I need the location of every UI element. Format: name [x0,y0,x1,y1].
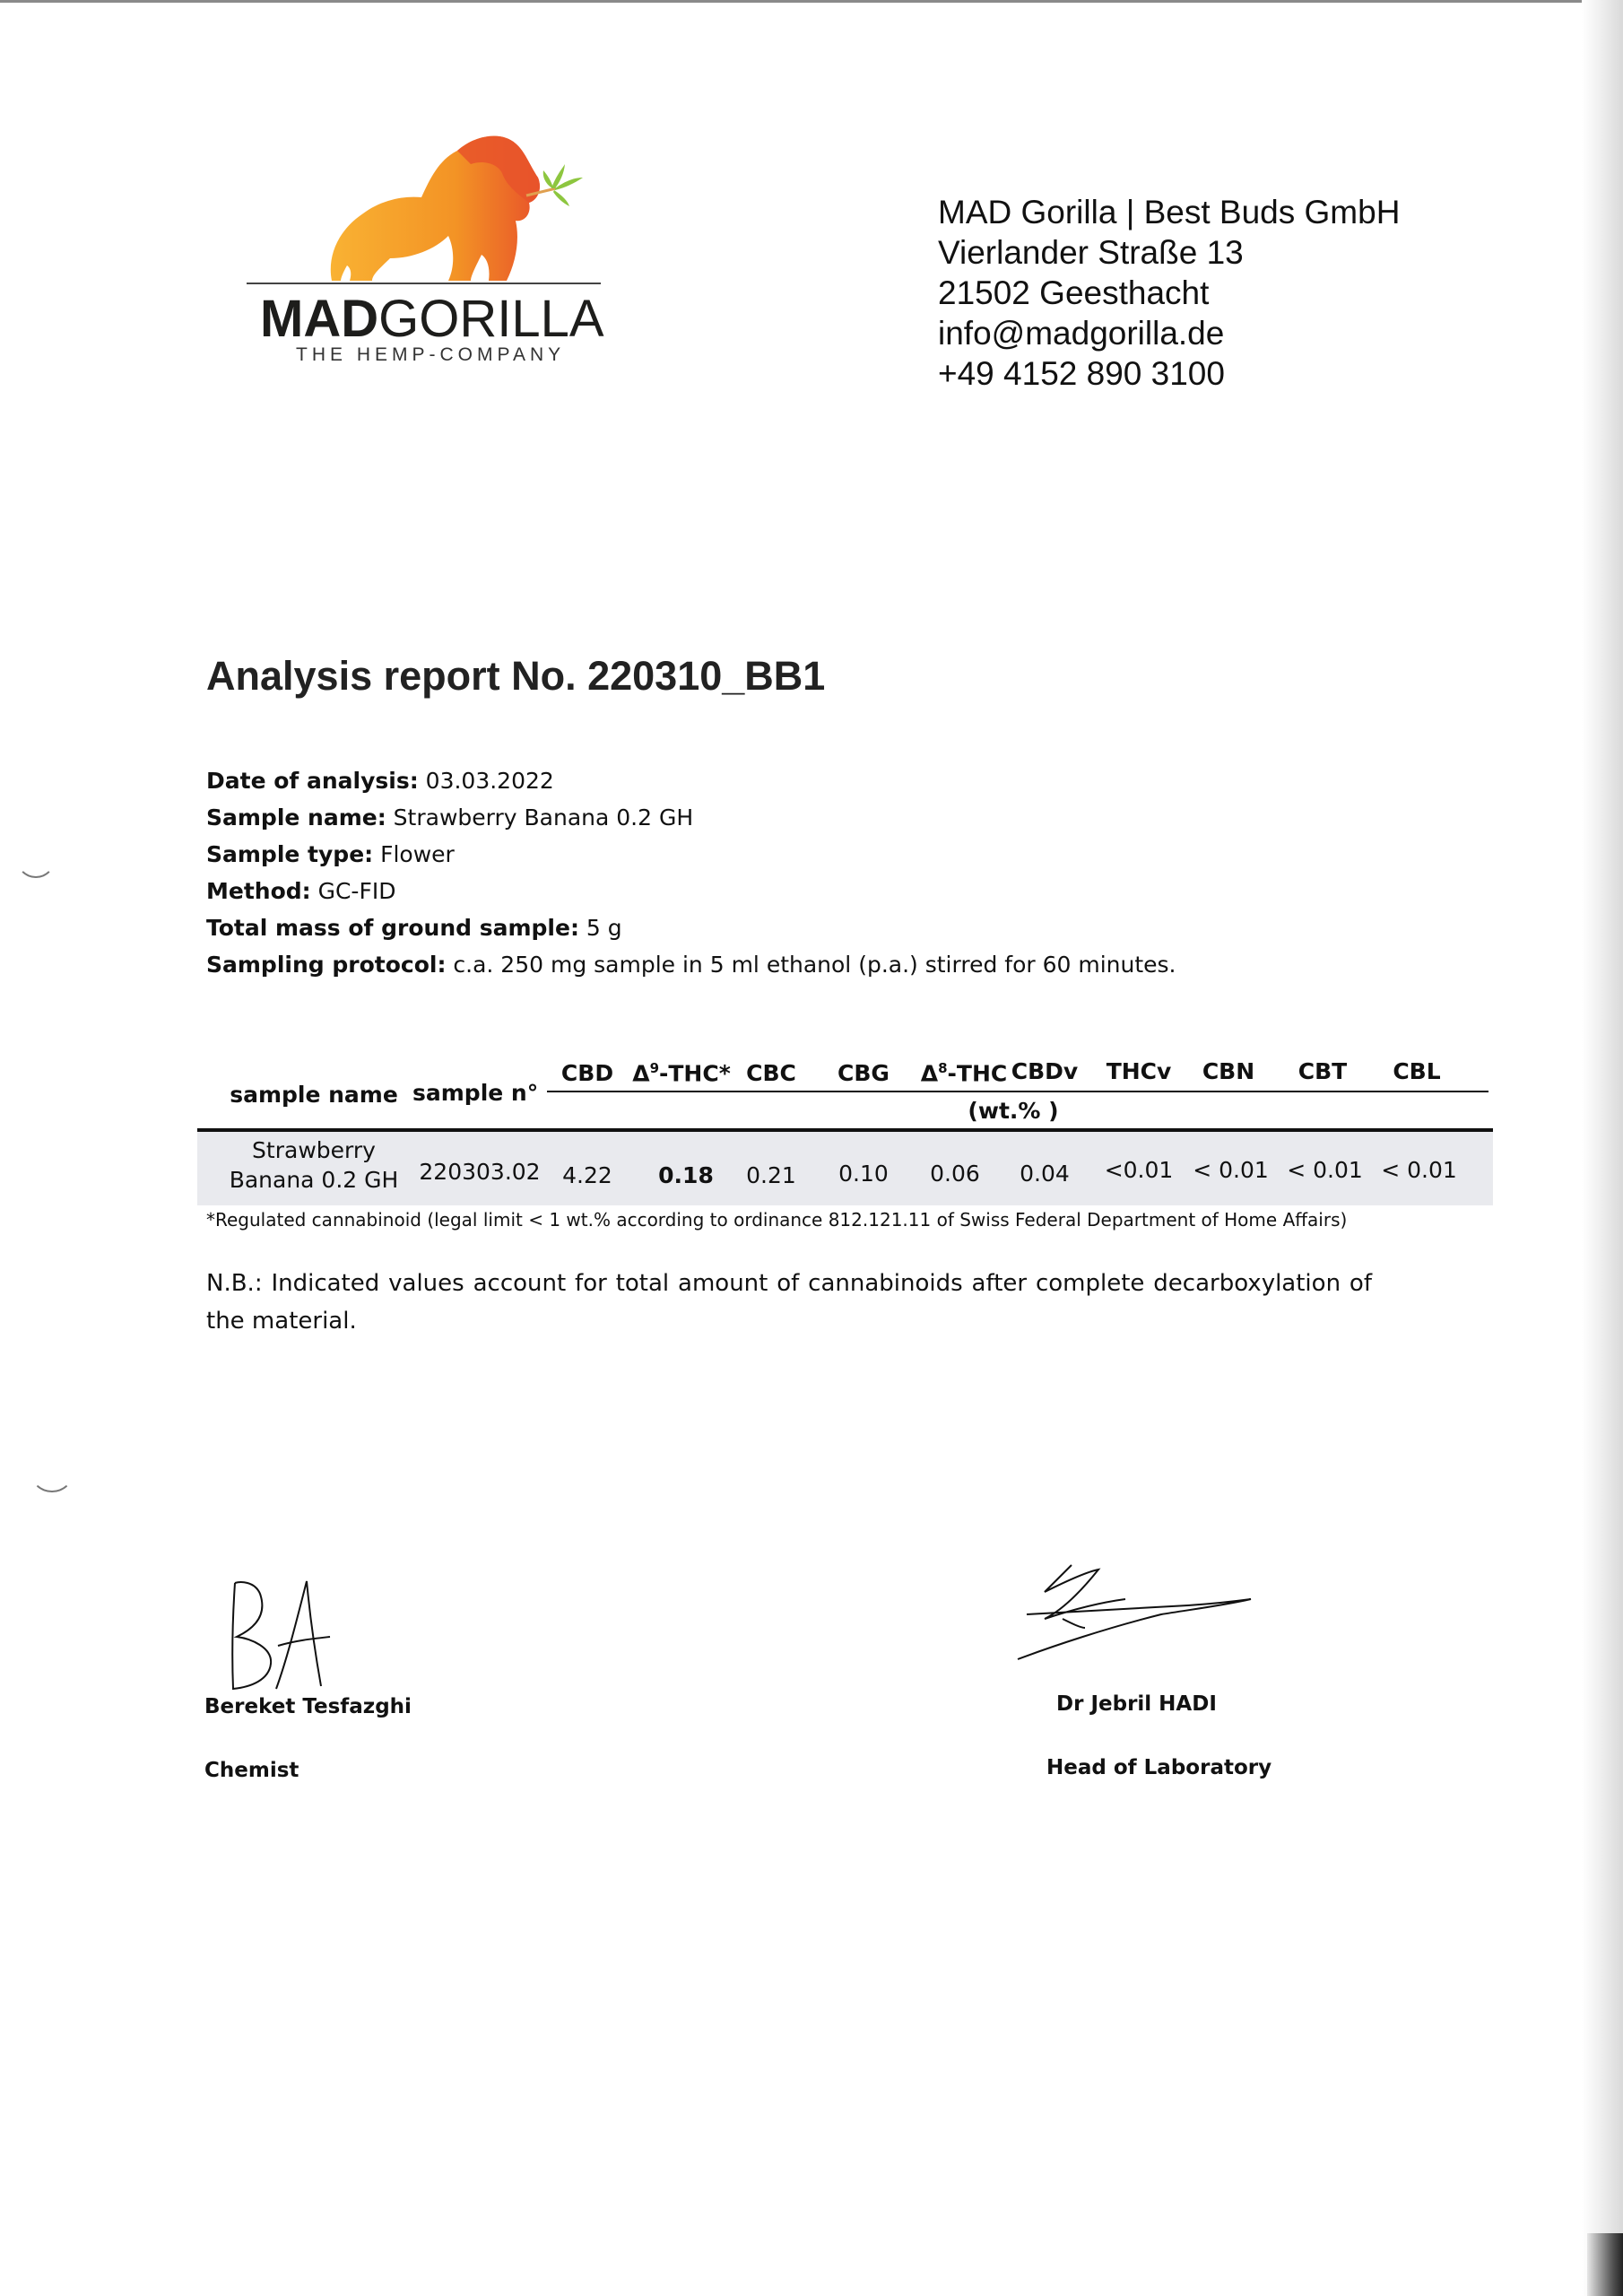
scan-edge-corner [1587,2233,1623,2296]
col-header-cbn: CBN [1202,1058,1255,1084]
col-header-sample-name: sample name [230,1082,398,1108]
meta-date: Date of analysis: 03.03.2022 [206,768,554,794]
col-header-cbd: CBD [560,1060,614,1086]
nb-note: N.B.: Indicated values account for total amount of cannabinoids after complete decarboxylation of the material. [206,1270,1372,1335]
cell-sample-name: Strawberry Banana 0.2 GH [229,1137,399,1193]
cell-cbn: < 0.01 [1193,1157,1269,1183]
header-divider [547,1091,1488,1092]
logo-tagline: THE HEMP-COMPANY [296,344,566,365]
col-header-cbl: CBL [1393,1058,1441,1084]
punch-hole-mark [16,839,56,878]
signature-chemist [224,1574,341,1695]
cell-thcv: <0.01 [1104,1157,1174,1183]
meta-sample-type: Sample type: Flower [206,841,455,867]
cell-cbd: 4.22 [562,1162,612,1188]
col-header-cbg: CBG [838,1060,890,1086]
report-title: Analysis report No. 220310_BB1 [206,653,826,699]
meta-sample-name: Sample name: Strawberry Banana 0.2 GH [206,804,694,831]
col-header-d9-thc: $\Delta^9-THC*$ [632,1060,731,1087]
address-line: Vierlander Straße 13 [938,234,1244,271]
report-meta [206,762,1176,983]
unit-label: (wt.% ) [968,1098,1059,1124]
signatory-role: Head of Laboratory [1046,1756,1272,1779]
signature-head-of-lab [1009,1556,1260,1664]
cell-cbl: < 0.01 [1381,1157,1457,1183]
col-header-cbt: CBT [1298,1058,1348,1084]
logo-wordmark: MADGORILLA [260,290,604,348]
cell-d8-thc: 0.06 [930,1161,980,1187]
address-phone: +49 4152 890 3100 [938,355,1225,392]
results-table [197,1049,1493,1211]
col-header-sample-no: sample n° [412,1080,539,1106]
cell-cbg: 0.10 [838,1161,889,1187]
signatory-name: Dr Jebril HADI [1056,1692,1217,1716]
col-header-thcv: THCv [1106,1058,1172,1084]
cell-sample-no: 220303.02 [419,1159,541,1185]
cell-d9-thc: 0.18 [658,1162,714,1188]
signatory-role: Chemist [204,1759,299,1782]
address-email: info@madgorilla.de [938,315,1225,352]
scan-edge-top [0,0,1623,3]
meta-total-mass: Total mass of ground sample: 5 g [206,915,622,941]
address-line: 21502 Geesthacht [938,274,1210,311]
cell-cbt: < 0.01 [1287,1157,1363,1183]
meta-method: Method: GC-FID [206,878,396,904]
scan-edge-right [1582,0,1623,2296]
punch-hole-mark [30,1453,74,1492]
address-line: MAD Gorilla | Best Buds GmbH [938,194,1401,230]
table-header-rule [197,1128,1493,1132]
regulation-footnote: *Regulated cannabinoid (legal limit < 1 wt.% according to ordinance 812.121.11 of Swiss Federal Department of Home Affairs) [206,1209,1348,1231]
cell-cbc: 0.21 [746,1162,796,1188]
meta-sampling-protocol: Sampling protocol: c.a. 250 mg sample in 5 ml ethanol (p.a.) stirred for 60 minutes. [206,952,1176,978]
col-header-cbdv: CBDv [1011,1058,1079,1084]
col-header-cbc: CBC [746,1060,796,1086]
cell-cbdv: 0.04 [1020,1161,1070,1187]
company-address [938,192,1400,394]
signatory-name: Bereket Tesfazghi [204,1695,412,1718]
col-header-d8-thc: $\Delta^8$-THC [920,1060,1008,1087]
